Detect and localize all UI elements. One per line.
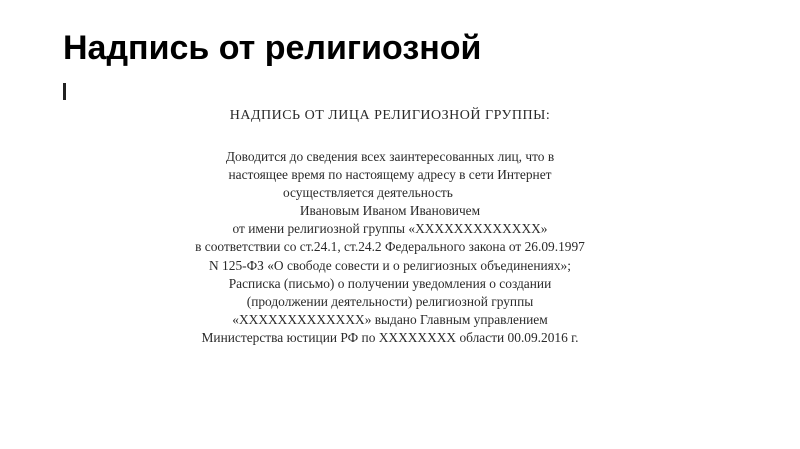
document-line: Расписка (письмо) о получении уведомления о создании [228,275,552,291]
document-line: Министерства юстиции РФ по XXXXXXXX области 00.09.2016 г. [201,329,579,345]
slide-title: Надпись от религиозной [63,29,482,67]
document-line: осуществляется деятельность [283,185,453,201]
document-line: N 125-ФЗ «О свободе совести и о религиозных объединениях»; [209,257,571,273]
scanned-document [110,100,670,350]
document-line: (продолжении деятельности) религиозной группы [246,293,534,309]
document-line: в соответствии со ст.24.1, ст.24.2 Федерального закона от 26.09.1997 [195,239,585,255]
document-line: настоящее время по настоящему адресу в сети Интернет [228,167,552,183]
document-line: «XXXXXXXXXXXXX» выдано Главным управлением [232,311,548,327]
document-line: Ивановым Иваном Ивановичем [299,203,481,219]
document-body [110,148,670,347]
document-line: Доводится до сведения всех заинтересованных лиц, что в [225,149,555,164]
text-cursor [63,83,66,100]
document-heading: НАДПИСЬ ОТ ЛИЦА РЕЛИГИОЗНОЙ ГРУППЫ: [229,108,551,123]
document-line: от имени религиозной группы «XXXXXXXXXXXXX» [232,221,548,237]
